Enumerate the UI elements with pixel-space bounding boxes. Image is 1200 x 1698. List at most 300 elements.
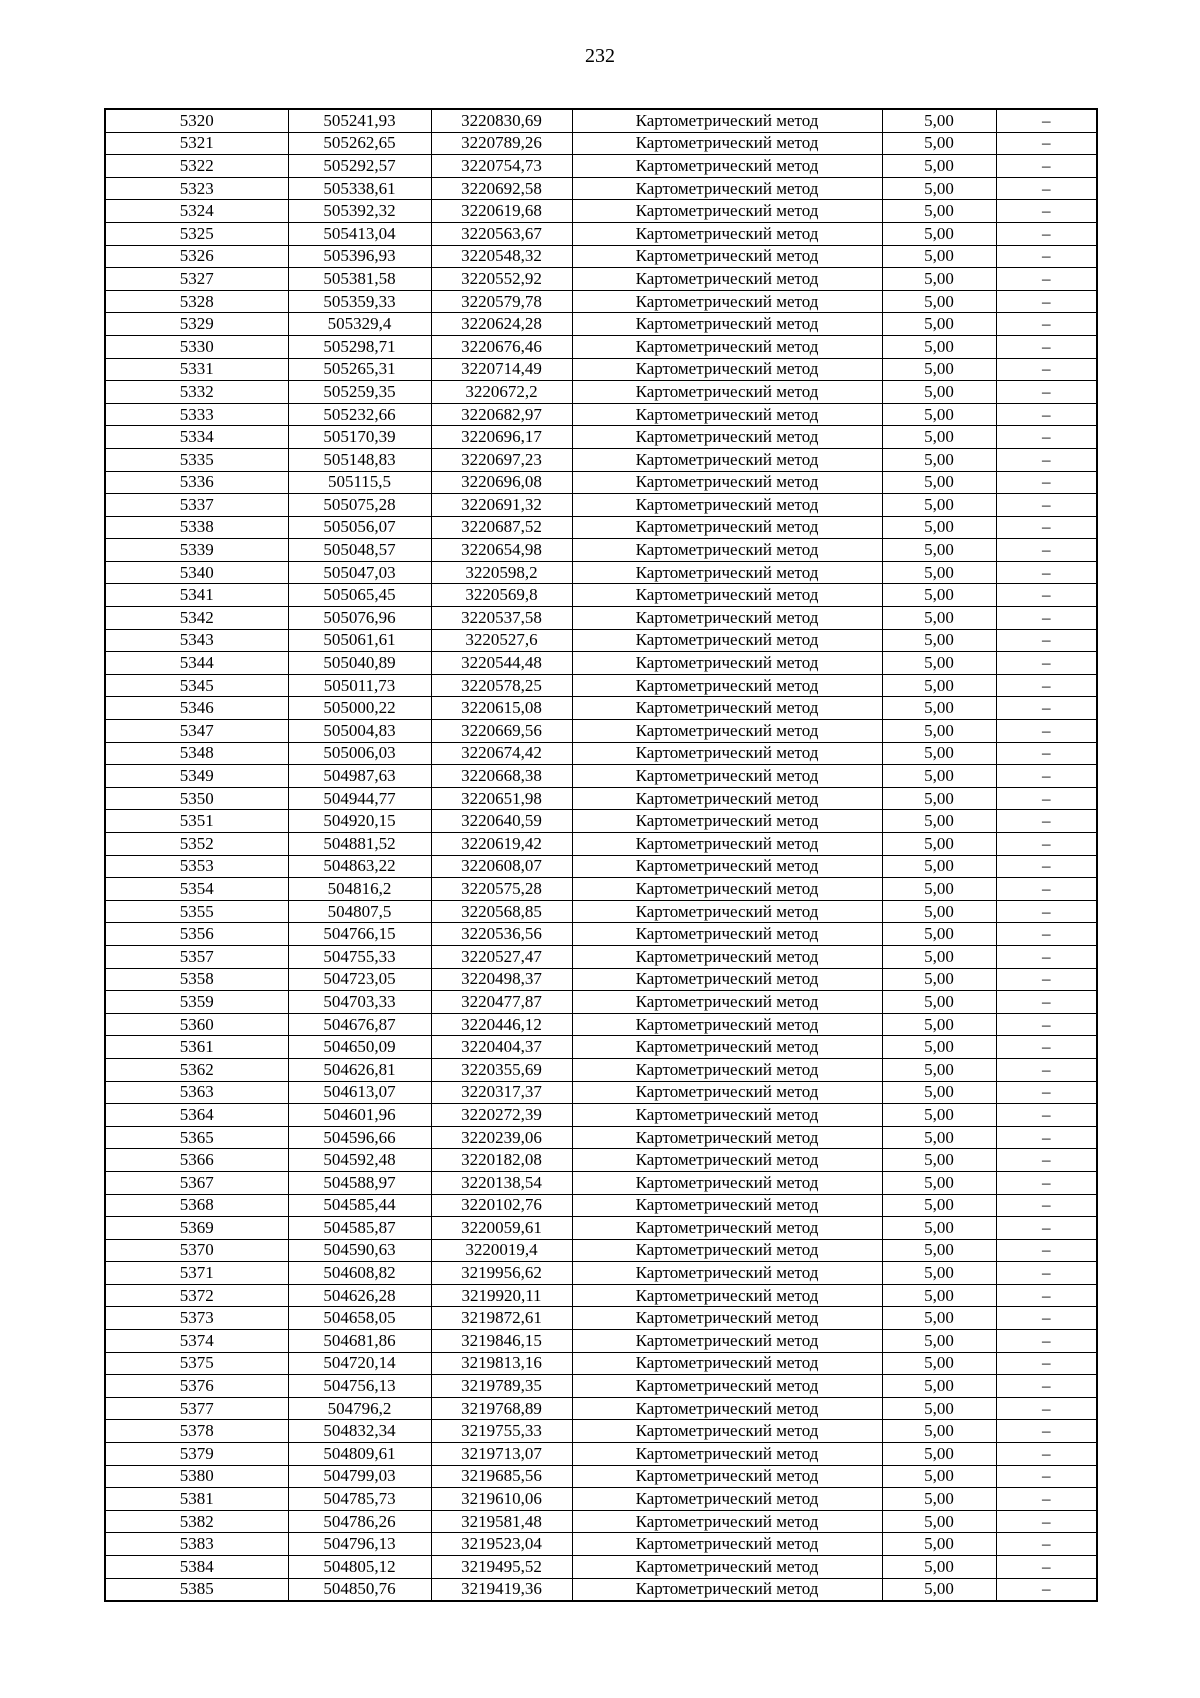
table-row <box>105 787 1097 810</box>
point-number-cell: 5359 <box>105 991 288 1014</box>
x-coordinate-cell: 504601,96 <box>288 1104 431 1127</box>
note-cell: – <box>996 810 1097 833</box>
x-coordinate-cell: 504786,26 <box>288 1510 431 1533</box>
table-row <box>105 358 1097 381</box>
point-number-cell: 5370 <box>105 1239 288 1262</box>
accuracy-cell: 5,00 <box>882 855 996 878</box>
note-cell: – <box>996 1171 1097 1194</box>
note-cell: – <box>996 1488 1097 1511</box>
point-number-cell: 5366 <box>105 1149 288 1172</box>
note-cell: – <box>996 878 1097 901</box>
method-cell: Картометрический метод <box>572 1420 882 1443</box>
table-row <box>105 448 1097 471</box>
y-coordinate-cell: 3220697,23 <box>431 448 572 471</box>
method-cell: Картометрический метод <box>572 1081 882 1104</box>
y-coordinate-cell: 3220687,52 <box>431 516 572 539</box>
note-cell: – <box>996 471 1097 494</box>
point-number-cell: 5360 <box>105 1013 288 1036</box>
table-row <box>105 1443 1097 1466</box>
accuracy-cell: 5,00 <box>882 1443 996 1466</box>
method-cell: Картометрический метод <box>572 1375 882 1398</box>
accuracy-cell: 5,00 <box>882 1420 996 1443</box>
y-coordinate-cell: 3220598,2 <box>431 561 572 584</box>
x-coordinate-cell: 504658,05 <box>288 1307 431 1330</box>
note-cell: – <box>996 1578 1097 1601</box>
accuracy-cell: 5,00 <box>882 381 996 404</box>
accuracy-cell: 5,00 <box>882 833 996 856</box>
method-cell: Картометрический метод <box>572 629 882 652</box>
method-cell: Картометрический метод <box>572 109 882 132</box>
table-row <box>105 1533 1097 1556</box>
y-coordinate-cell: 3219581,48 <box>431 1510 572 1533</box>
y-coordinate-cell: 3219768,89 <box>431 1397 572 1420</box>
method-cell: Картометрический метод <box>572 471 882 494</box>
y-coordinate-cell: 3220578,25 <box>431 674 572 697</box>
note-cell: – <box>996 652 1097 675</box>
point-number-cell: 5362 <box>105 1058 288 1081</box>
x-coordinate-cell: 505065,45 <box>288 584 431 607</box>
method-cell: Картометрический метод <box>572 268 882 291</box>
table-row <box>105 810 1097 833</box>
note-cell: – <box>996 448 1097 471</box>
accuracy-cell: 5,00 <box>882 652 996 675</box>
method-cell: Картометрический метод <box>572 1058 882 1081</box>
method-cell: Картометрический метод <box>572 358 882 381</box>
point-number-cell: 5330 <box>105 335 288 358</box>
coordinates-table-body <box>105 109 1097 1601</box>
note-cell: – <box>996 1330 1097 1353</box>
table-row <box>105 1307 1097 1330</box>
y-coordinate-cell: 3220692,58 <box>431 177 572 200</box>
point-number-cell: 5325 <box>105 222 288 245</box>
x-coordinate-cell: 504585,87 <box>288 1217 431 1240</box>
x-coordinate-cell: 504863,22 <box>288 855 431 878</box>
y-coordinate-cell: 3220552,92 <box>431 268 572 291</box>
x-coordinate-cell: 505047,03 <box>288 561 431 584</box>
x-coordinate-cell: 505076,96 <box>288 607 431 630</box>
accuracy-cell: 5,00 <box>882 1262 996 1285</box>
method-cell: Картометрический метод <box>572 1217 882 1240</box>
note-cell: – <box>996 674 1097 697</box>
note-cell: – <box>996 426 1097 449</box>
method-cell: Картометрический метод <box>572 1307 882 1330</box>
y-coordinate-cell: 3220059,61 <box>431 1217 572 1240</box>
accuracy-cell: 5,00 <box>882 1488 996 1511</box>
note-cell: – <box>996 1443 1097 1466</box>
point-number-cell: 5378 <box>105 1420 288 1443</box>
y-coordinate-cell: 3220355,69 <box>431 1058 572 1081</box>
accuracy-cell: 5,00 <box>882 720 996 743</box>
x-coordinate-cell: 504588,97 <box>288 1171 431 1194</box>
accuracy-cell: 5,00 <box>882 290 996 313</box>
point-number-cell: 5374 <box>105 1330 288 1353</box>
table-row <box>105 290 1097 313</box>
method-cell: Картометрический метод <box>572 1036 882 1059</box>
x-coordinate-cell: 505148,83 <box>288 448 431 471</box>
x-coordinate-cell: 505298,71 <box>288 335 431 358</box>
y-coordinate-cell: 3220714,49 <box>431 358 572 381</box>
table-row <box>105 1104 1097 1127</box>
method-cell: Картометрический метод <box>572 155 882 178</box>
point-number-cell: 5357 <box>105 945 288 968</box>
x-coordinate-cell: 504850,76 <box>288 1578 431 1601</box>
note-cell: – <box>996 222 1097 245</box>
method-cell: Картометрический метод <box>572 290 882 313</box>
note-cell: – <box>996 742 1097 765</box>
note-cell: – <box>996 539 1097 562</box>
x-coordinate-cell: 504987,63 <box>288 765 431 788</box>
accuracy-cell: 5,00 <box>882 765 996 788</box>
note-cell: – <box>996 1036 1097 1059</box>
accuracy-cell: 5,00 <box>882 561 996 584</box>
point-number-cell: 5356 <box>105 923 288 946</box>
y-coordinate-cell: 3220619,42 <box>431 833 572 856</box>
note-cell: – <box>996 1284 1097 1307</box>
x-coordinate-cell: 504703,33 <box>288 991 431 1014</box>
method-cell: Картометрический метод <box>572 674 882 697</box>
y-coordinate-cell: 3220272,39 <box>431 1104 572 1127</box>
table-row <box>105 200 1097 223</box>
note-cell: – <box>996 200 1097 223</box>
method-cell: Картометрический метод <box>572 878 882 901</box>
method-cell: Картометрический метод <box>572 1194 882 1217</box>
accuracy-cell: 5,00 <box>882 1375 996 1398</box>
method-cell: Картометрический метод <box>572 1239 882 1262</box>
y-coordinate-cell: 3220674,42 <box>431 742 572 765</box>
method-cell: Картометрический метод <box>572 1352 882 1375</box>
table-row <box>105 878 1097 901</box>
method-cell: Картометрический метод <box>572 200 882 223</box>
note-cell: – <box>996 1013 1097 1036</box>
point-number-cell: 5358 <box>105 968 288 991</box>
point-number-cell: 5338 <box>105 516 288 539</box>
method-cell: Картометрический метод <box>572 1013 882 1036</box>
y-coordinate-cell: 3220477,87 <box>431 991 572 1014</box>
note-cell: – <box>996 923 1097 946</box>
y-coordinate-cell: 3219755,33 <box>431 1420 572 1443</box>
table-row <box>105 833 1097 856</box>
table-row <box>105 1058 1097 1081</box>
y-coordinate-cell: 3220527,47 <box>431 945 572 968</box>
x-coordinate-cell: 504796,2 <box>288 1397 431 1420</box>
y-coordinate-cell: 3220651,98 <box>431 787 572 810</box>
point-number-cell: 5351 <box>105 810 288 833</box>
note-cell: – <box>996 132 1097 155</box>
x-coordinate-cell: 505004,83 <box>288 720 431 743</box>
accuracy-cell: 5,00 <box>882 1533 996 1556</box>
point-number-cell: 5322 <box>105 155 288 178</box>
accuracy-cell: 5,00 <box>882 155 996 178</box>
table-row <box>105 900 1097 923</box>
accuracy-cell: 5,00 <box>882 697 996 720</box>
x-coordinate-cell: 505265,31 <box>288 358 431 381</box>
accuracy-cell: 5,00 <box>882 742 996 765</box>
y-coordinate-cell: 3220682,97 <box>431 403 572 426</box>
method-cell: Картометрический метод <box>572 516 882 539</box>
accuracy-cell: 5,00 <box>882 1510 996 1533</box>
note-cell: – <box>996 381 1097 404</box>
table-row <box>105 471 1097 494</box>
accuracy-cell: 5,00 <box>882 991 996 1014</box>
accuracy-cell: 5,00 <box>882 335 996 358</box>
point-number-cell: 5352 <box>105 833 288 856</box>
table-row <box>105 1375 1097 1398</box>
x-coordinate-cell: 504650,09 <box>288 1036 431 1059</box>
x-coordinate-cell: 504799,03 <box>288 1465 431 1488</box>
point-number-cell: 5377 <box>105 1397 288 1420</box>
accuracy-cell: 5,00 <box>882 1352 996 1375</box>
x-coordinate-cell: 505048,57 <box>288 539 431 562</box>
method-cell: Картометрический метод <box>572 1556 882 1579</box>
note-cell: – <box>996 584 1097 607</box>
y-coordinate-cell: 3220138,54 <box>431 1171 572 1194</box>
table-row <box>105 674 1097 697</box>
point-number-cell: 5361 <box>105 1036 288 1059</box>
point-number-cell: 5349 <box>105 765 288 788</box>
table-row <box>105 109 1097 132</box>
point-number-cell: 5383 <box>105 1533 288 1556</box>
x-coordinate-cell: 505170,39 <box>288 426 431 449</box>
point-number-cell: 5372 <box>105 1284 288 1307</box>
point-number-cell: 5341 <box>105 584 288 607</box>
note-cell: – <box>996 787 1097 810</box>
y-coordinate-cell: 3220579,78 <box>431 290 572 313</box>
method-cell: Картометрический метод <box>572 448 882 471</box>
point-number-cell: 5337 <box>105 494 288 517</box>
table-row <box>105 1013 1097 1036</box>
note-cell: – <box>996 991 1097 1014</box>
note-cell: – <box>996 1307 1097 1330</box>
method-cell: Картометрический метод <box>572 1330 882 1353</box>
point-number-cell: 5355 <box>105 900 288 923</box>
point-number-cell: 5376 <box>105 1375 288 1398</box>
x-coordinate-cell: 504596,66 <box>288 1126 431 1149</box>
accuracy-cell: 5,00 <box>882 516 996 539</box>
x-coordinate-cell: 504608,82 <box>288 1262 431 1285</box>
y-coordinate-cell: 3220544,48 <box>431 652 572 675</box>
point-number-cell: 5346 <box>105 697 288 720</box>
table-row <box>105 494 1097 517</box>
table-row <box>105 697 1097 720</box>
accuracy-cell: 5,00 <box>882 1171 996 1194</box>
accuracy-cell: 5,00 <box>882 313 996 336</box>
x-coordinate-cell: 505381,58 <box>288 268 431 291</box>
note-cell: – <box>996 1375 1097 1398</box>
table-row <box>105 245 1097 268</box>
point-number-cell: 5344 <box>105 652 288 675</box>
point-number-cell: 5382 <box>105 1510 288 1533</box>
accuracy-cell: 5,00 <box>882 1284 996 1307</box>
accuracy-cell: 5,00 <box>882 200 996 223</box>
accuracy-cell: 5,00 <box>882 539 996 562</box>
method-cell: Картометрический метод <box>572 720 882 743</box>
x-coordinate-cell: 504626,81 <box>288 1058 431 1081</box>
method-cell: Картометрический метод <box>572 335 882 358</box>
table-row <box>105 1126 1097 1149</box>
method-cell: Картометрический метод <box>572 765 882 788</box>
accuracy-cell: 5,00 <box>882 1465 996 1488</box>
accuracy-cell: 5,00 <box>882 945 996 968</box>
y-coordinate-cell: 3220696,17 <box>431 426 572 449</box>
accuracy-cell: 5,00 <box>882 1239 996 1262</box>
accuracy-cell: 5,00 <box>882 132 996 155</box>
y-coordinate-cell: 3220654,98 <box>431 539 572 562</box>
accuracy-cell: 5,00 <box>882 1081 996 1104</box>
table-row <box>105 607 1097 630</box>
table-row <box>105 855 1097 878</box>
y-coordinate-cell: 3219872,61 <box>431 1307 572 1330</box>
table-row <box>105 381 1097 404</box>
y-coordinate-cell: 3220536,56 <box>431 923 572 946</box>
point-number-cell: 5340 <box>105 561 288 584</box>
method-cell: Картометрический метод <box>572 1443 882 1466</box>
table-row <box>105 742 1097 765</box>
x-coordinate-cell: 504756,13 <box>288 1375 431 1398</box>
x-coordinate-cell: 504613,07 <box>288 1081 431 1104</box>
x-coordinate-cell: 504626,28 <box>288 1284 431 1307</box>
accuracy-cell: 5,00 <box>882 1397 996 1420</box>
note-cell: – <box>996 516 1097 539</box>
y-coordinate-cell: 3220527,6 <box>431 629 572 652</box>
point-number-cell: 5342 <box>105 607 288 630</box>
x-coordinate-cell: 505006,03 <box>288 742 431 765</box>
method-cell: Картометрический метод <box>572 1397 882 1420</box>
x-coordinate-cell: 504809,61 <box>288 1443 431 1466</box>
point-number-cell: 5348 <box>105 742 288 765</box>
accuracy-cell: 5,00 <box>882 629 996 652</box>
method-cell: Картометрический метод <box>572 900 882 923</box>
x-coordinate-cell: 505000,22 <box>288 697 431 720</box>
x-coordinate-cell: 505392,32 <box>288 200 431 223</box>
y-coordinate-cell: 3220830,69 <box>431 109 572 132</box>
note-cell: – <box>996 720 1097 743</box>
table-row <box>105 1239 1097 1262</box>
note-cell: – <box>996 245 1097 268</box>
x-coordinate-cell: 505241,93 <box>288 109 431 132</box>
point-number-cell: 5343 <box>105 629 288 652</box>
method-cell: Картометрический метод <box>572 810 882 833</box>
note-cell: – <box>996 335 1097 358</box>
point-number-cell: 5354 <box>105 878 288 901</box>
table-row <box>105 1036 1097 1059</box>
x-coordinate-cell: 505115,5 <box>288 471 431 494</box>
accuracy-cell: 5,00 <box>882 177 996 200</box>
point-number-cell: 5347 <box>105 720 288 743</box>
x-coordinate-cell: 505413,04 <box>288 222 431 245</box>
method-cell: Картометрический метод <box>572 494 882 517</box>
accuracy-cell: 5,00 <box>882 1330 996 1353</box>
table-row <box>105 426 1097 449</box>
y-coordinate-cell: 3220624,28 <box>431 313 572 336</box>
note-cell: – <box>996 1465 1097 1488</box>
table-row <box>105 945 1097 968</box>
point-number-cell: 5331 <box>105 358 288 381</box>
y-coordinate-cell: 3220676,46 <box>431 335 572 358</box>
table-row <box>105 1171 1097 1194</box>
table-row <box>105 1217 1097 1240</box>
y-coordinate-cell: 3220019,4 <box>431 1239 572 1262</box>
table-row <box>105 132 1097 155</box>
method-cell: Картометрический метод <box>572 945 882 968</box>
x-coordinate-cell: 505232,66 <box>288 403 431 426</box>
x-coordinate-cell: 504755,33 <box>288 945 431 968</box>
x-coordinate-cell: 505292,57 <box>288 155 431 178</box>
note-cell: – <box>996 697 1097 720</box>
x-coordinate-cell: 504766,15 <box>288 923 431 946</box>
point-number-cell: 5323 <box>105 177 288 200</box>
table-row <box>105 1488 1097 1511</box>
x-coordinate-cell: 504723,05 <box>288 968 431 991</box>
y-coordinate-cell: 3220182,08 <box>431 1149 572 1172</box>
method-cell: Картометрический метод <box>572 132 882 155</box>
method-cell: Картометрический метод <box>572 584 882 607</box>
method-cell: Картометрический метод <box>572 855 882 878</box>
note-cell: – <box>996 855 1097 878</box>
note-cell: – <box>996 1058 1097 1081</box>
x-coordinate-cell: 505396,93 <box>288 245 431 268</box>
note-cell: – <box>996 1510 1097 1533</box>
note-cell: – <box>996 945 1097 968</box>
point-number-cell: 5381 <box>105 1488 288 1511</box>
x-coordinate-cell: 505011,73 <box>288 674 431 697</box>
x-coordinate-cell: 505262,65 <box>288 132 431 155</box>
table-row <box>105 991 1097 1014</box>
accuracy-cell: 5,00 <box>882 1217 996 1240</box>
point-number-cell: 5373 <box>105 1307 288 1330</box>
note-cell: – <box>996 1352 1097 1375</box>
note-cell: – <box>996 358 1097 381</box>
table-row <box>105 268 1097 291</box>
table-row <box>105 222 1097 245</box>
table-row <box>105 1352 1097 1375</box>
method-cell: Картометрический метод <box>572 1126 882 1149</box>
note-cell: – <box>996 1149 1097 1172</box>
x-coordinate-cell: 504681,86 <box>288 1330 431 1353</box>
accuracy-cell: 5,00 <box>882 358 996 381</box>
table-row <box>105 968 1097 991</box>
y-coordinate-cell: 3220446,12 <box>431 1013 572 1036</box>
x-coordinate-cell: 505259,35 <box>288 381 431 404</box>
note-cell: – <box>996 403 1097 426</box>
y-coordinate-cell: 3219920,11 <box>431 1284 572 1307</box>
accuracy-cell: 5,00 <box>882 448 996 471</box>
note-cell: – <box>996 1217 1097 1240</box>
y-coordinate-cell: 3220668,38 <box>431 765 572 788</box>
x-coordinate-cell: 504785,73 <box>288 1488 431 1511</box>
method-cell: Картометрический метод <box>572 1104 882 1127</box>
point-number-cell: 5321 <box>105 132 288 155</box>
method-cell: Картометрический метод <box>572 403 882 426</box>
point-number-cell: 5332 <box>105 381 288 404</box>
point-number-cell: 5326 <box>105 245 288 268</box>
x-coordinate-cell: 505359,33 <box>288 290 431 313</box>
y-coordinate-cell: 3220696,08 <box>431 471 572 494</box>
note-cell: – <box>996 1126 1097 1149</box>
table-row <box>105 720 1097 743</box>
point-number-cell: 5333 <box>105 403 288 426</box>
point-number-cell: 5364 <box>105 1104 288 1127</box>
accuracy-cell: 5,00 <box>882 471 996 494</box>
x-coordinate-cell: 504720,14 <box>288 1352 431 1375</box>
accuracy-cell: 5,00 <box>882 268 996 291</box>
point-number-cell: 5339 <box>105 539 288 562</box>
method-cell: Картометрический метод <box>572 833 882 856</box>
y-coordinate-cell: 3220239,06 <box>431 1126 572 1149</box>
point-number-cell: 5379 <box>105 1443 288 1466</box>
accuracy-cell: 5,00 <box>882 674 996 697</box>
point-number-cell: 5365 <box>105 1126 288 1149</box>
note-cell: – <box>996 900 1097 923</box>
